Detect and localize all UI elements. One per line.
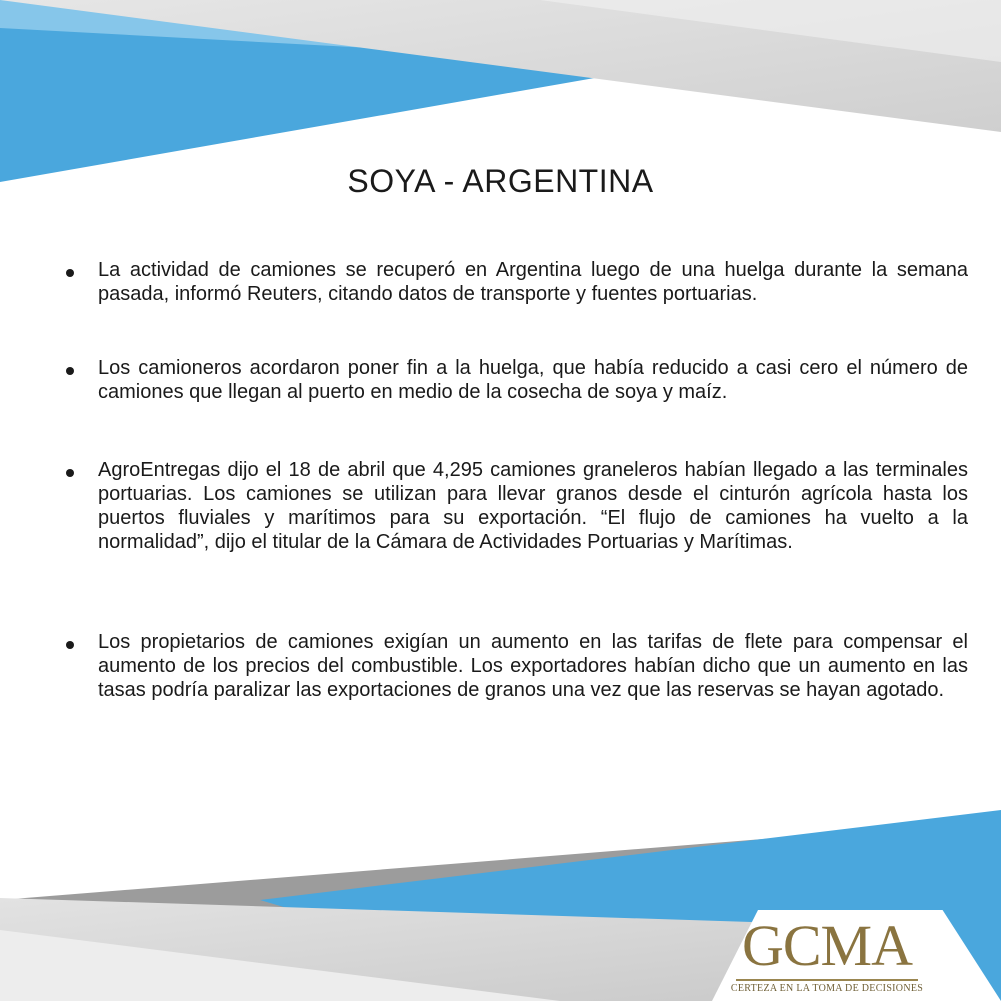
bullet-text: La actividad de camiones se recuperó en Argentina luego de una huelga durante la semana pasada, informó Reuters, citando datos de transporte y fuentes portuarias. [98,259,968,305]
logo-divider [736,979,918,981]
bullet-text: Los camioneros acordaron poner fin a la huelga, que había reducido a casi cero el número de camiones que llegan al puerto en medio de la cosecha de soya y maíz. [98,357,968,403]
bullet-text: Los propietarios de camiones exigían un aumento en las tarifas de flete para compensar el aumento de los precios del combustible. Los exportadores habían dicho que un aumento en las tasas podría paralizar las exportaciones de granos una vez que las reservas se hayan agotado. [98,631,968,701]
logo-name: GCMA [741,913,913,978]
list-item [66,258,968,306]
list-item [66,630,968,702]
gcma-logo [722,913,932,996]
bullet-icon [66,367,74,375]
bullet-icon [66,269,74,277]
list-item [66,356,968,404]
page-title: SOYA - ARGENTINA [347,163,654,199]
bullet-icon [66,469,74,477]
list-item [66,458,968,554]
bullet-icon [66,641,74,649]
bullet-text: AgroEntregas dijo el 18 de abril que 4,295 camiones graneleros habían llegado a las terminales portuarias. Los camiones se utilizan para llevar granos desde el cinturón agrícola hasta los puertos fluviales y marítimos para su exportación. “El flujo de camiones ha vuelto a la normalidad”, dijo el titular de la Cámara de Actividades Portuarias y Marítimas. [98,459,968,553]
logo-tagline: CERTEZA EN LA TOMA DE DECISIONES [730,983,924,994]
